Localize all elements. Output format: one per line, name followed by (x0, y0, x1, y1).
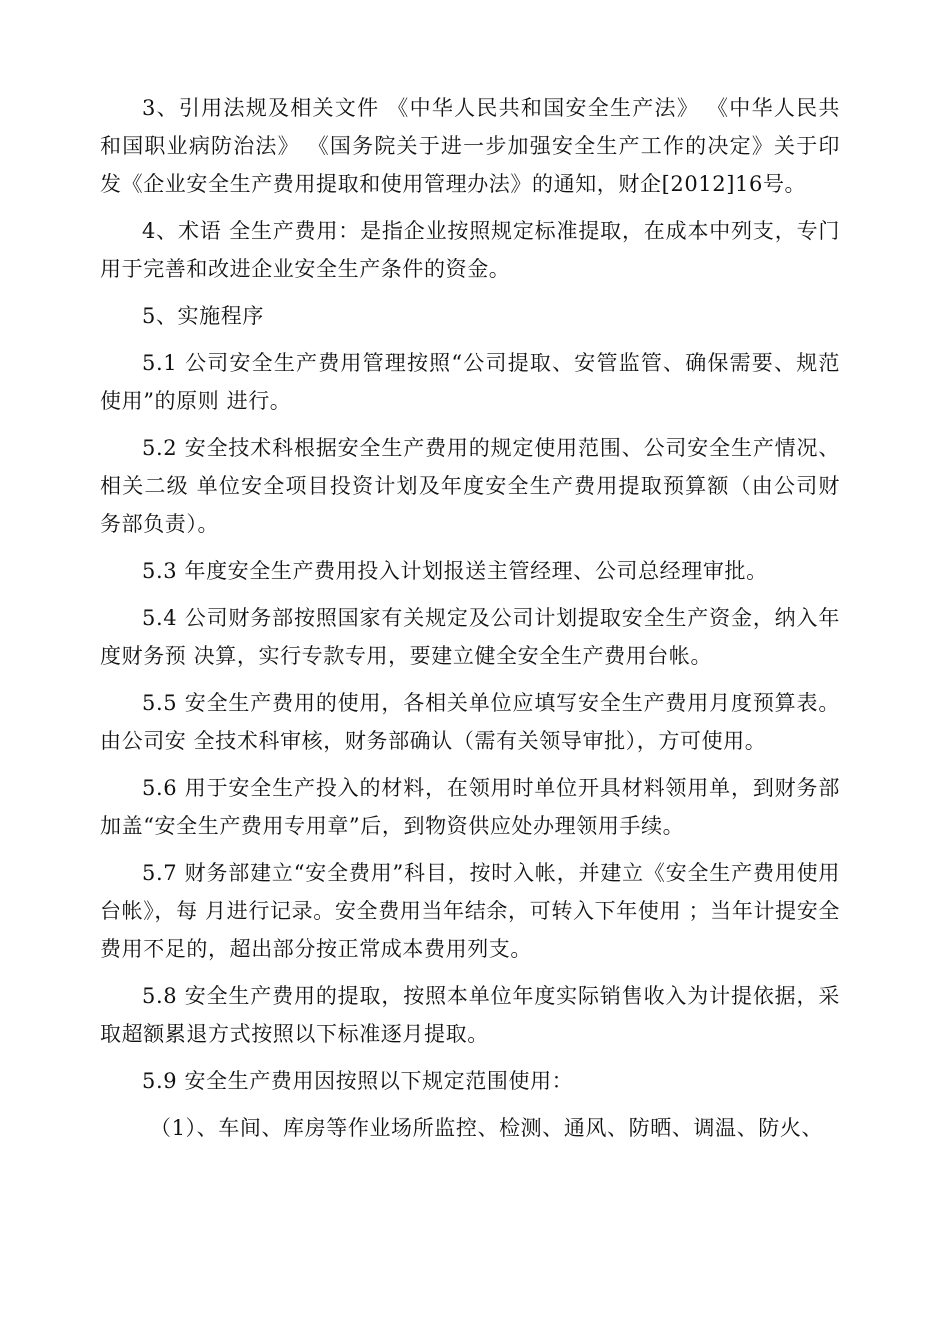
paragraph-5-9: 5.9 安全生产费用因按照以下规定范围使用： (142, 1069, 574, 1093)
paragraph-5-7: 5.7 财务部建立“安全费用”科目，按时入帐，并建立《安全生产费用使用台帐》，每 月进行记录。安全费用当年结余，可转入下年使用 ；当年计提安全费用不足的，超出部分按正常成本费用列支。 (100, 861, 840, 961)
paragraph-5-2: 5.2 安全技术科根据安全生产费用的规定使用范围、公司安全生产情况、相关二级 单位安全项目投资计划及年度安全生产费用提取预算额（由公司财务部负责）。 (100, 436, 840, 536)
paragraph-5-4: 5.4 公司财务部按照国家有关规定及公司计划提取安全生产资金，纳入年度财务预 决算，实行专款专用，要建立健全安全生产费用台帐。 (100, 606, 840, 668)
paragraph-5-8: 5.8 安全生产费用的提取，按照本单位年度实际销售收入为计提依据，采取超额累退方式按照以下标准逐月提取。 (100, 984, 840, 1046)
document-body (100, 89, 840, 1156)
paragraph-references: 3、引用法规及相关文件 《中华人民共和国安全生产法》 《中华人民共和国职业病防治法》 《国务院关于进一步加强安全生产工作的决定》关于印发《企业安全生产费用提取和使用管理办法》的通知，财企[2012]16号。 (100, 96, 840, 196)
paragraph-item-1: （1）、车间、库房等作业场所监控、检测、通风、防晒、调温、防火、 (150, 1116, 824, 1140)
paragraph-terminology: 4、术语 全生产费用：是指企业按照规定标准提取，在成本中列支，专门用于完善和改进企业安全生产条件的资金。 (100, 219, 840, 281)
paragraph-5-1: 5.1 公司安全生产费用管理按照“公司提取、安管监管、确保需要、规范使用”的原则 进行。 (100, 351, 840, 413)
paragraph-5-5: 5.5 安全生产费用的使用，各相关单位应填写安全生产费用月度预算表。由公司安 全技术科审核，财务部确认（需有关领导审批），方可使用。 (100, 691, 840, 753)
paragraph-5-6: 5.6 用于安全生产投入的材料，在领用时单位开具材料领用单，到财务部 加盖“安全生产费用专用章”后，到物资供应处办理领用手续。 (100, 776, 840, 838)
paragraph-procedure-heading: 5、实施程序 (142, 304, 264, 328)
paragraph-5-3: 5.3 年度安全生产费用投入计划报送主管经理、公司总经理审批。 (142, 559, 768, 583)
